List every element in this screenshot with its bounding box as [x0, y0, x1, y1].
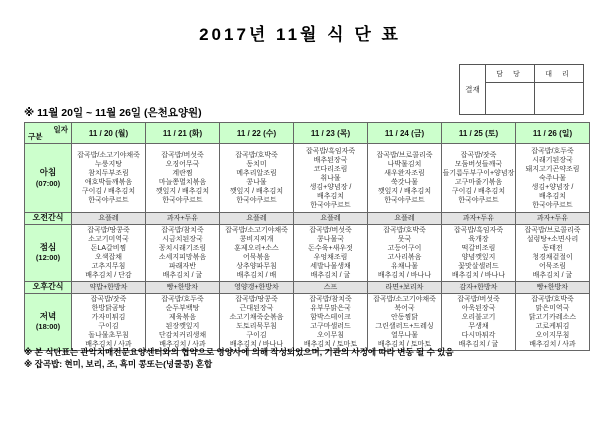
- menu-item: 뭇국: [397, 235, 412, 243]
- day-header-0: 11 / 20 (월): [72, 123, 146, 144]
- snack-cell: [220, 213, 294, 225]
- meal-cell: [516, 224, 590, 281]
- day-header-row: [25, 123, 590, 144]
- menu-item: 배추김치 / 사과: [529, 340, 576, 348]
- menu-item: 소고기미역국: [88, 235, 129, 243]
- footnotes: [24, 346, 454, 370]
- menu-item: 배추김치 / 토마토: [303, 340, 358, 348]
- menu-item: 새우완자조림: [384, 170, 425, 177]
- menu-item: 콩나물: [246, 179, 267, 186]
- menu-item: 코다리조림: [313, 165, 348, 173]
- menu-item: 배추김치 / 사과: [159, 340, 206, 348]
- menu-item: 요플레: [394, 215, 415, 223]
- menu-item: 양념깻잎지: [461, 253, 496, 261]
- menu-item: 육개장: [468, 235, 489, 243]
- menu-item: 잡곡밥/버섯죽: [161, 152, 204, 159]
- menu-item: 맑은미역국: [535, 304, 570, 312]
- meal-cell: [368, 293, 442, 350]
- menu-item: 과자+두유: [462, 215, 495, 223]
- meal-cell: [220, 293, 294, 350]
- menu-item: 어묵볶음: [242, 253, 271, 261]
- menu-item: 콩비지찌개: [239, 235, 274, 243]
- menu-item: 영양갱+한방차: [234, 284, 279, 292]
- menu-item: 잡곡밥/소고기야채죽: [225, 226, 288, 234]
- menu-item: 잡곡밥/땅콩죽: [235, 295, 278, 303]
- row-label-아침: 아침 (07:00): [25, 144, 72, 213]
- day-header-3: 11 / 23 (목): [294, 123, 368, 144]
- menu-item: 어묵조림: [538, 262, 567, 270]
- footnote-grain: ※ 잡곡밥: 현미, 보리, 조, 흑미 콩또는(넝쿨콩) 혼합: [24, 359, 213, 369]
- menu-item: 배추김치 / 귤: [310, 271, 351, 279]
- snack-cell: [72, 281, 146, 293]
- snack-cell: [72, 213, 146, 225]
- day-header-5: 11 / 25 (토): [442, 123, 516, 144]
- menu-item: 깻잎지 / 배추김치: [377, 188, 432, 195]
- menu-item: 한국야쿠르트: [532, 201, 573, 209]
- menu-table: [24, 122, 590, 351]
- menu-item: 잡곡밥/흑임자죽: [305, 147, 356, 155]
- snack-cell: [516, 281, 590, 293]
- menu-item: 고구마줄기볶음: [454, 179, 503, 186]
- menu-item: 배추김치 / 귤: [532, 271, 573, 279]
- row-label-저녁: 저녁 (18:00): [25, 293, 72, 350]
- menu-item: 메추리알조림: [236, 170, 277, 177]
- snack-cell: [220, 281, 294, 293]
- menu-item: 잡곡밥/호박죽: [383, 226, 426, 234]
- menu-item: 잡곡밥/소고기야채죽: [77, 152, 140, 159]
- menu-item: 가자미튀김: [91, 313, 126, 321]
- meal-cell: [516, 293, 590, 350]
- menu-item: 구이김 / 배추김치: [451, 188, 506, 195]
- menu-item: 잡곡밥/브로콜리죽: [376, 152, 433, 159]
- menu-item: 잡곡밥/참치죽: [309, 295, 352, 303]
- menu-item: 오리불고기: [461, 313, 496, 321]
- menu-item: 잡곡밥/호두죽: [161, 295, 204, 303]
- menu-item: 잡곡밥/버섯죽: [457, 295, 500, 303]
- menu-item: 잡곡밥/호박죽: [531, 295, 574, 303]
- meal-cell: [294, 144, 368, 213]
- day-header-2: 11 / 22 (수): [220, 123, 294, 144]
- menu-item: 고등어구이: [387, 244, 422, 252]
- menu-item: 꽃맛살샐러드: [458, 262, 499, 270]
- snack-cell: [294, 213, 368, 225]
- menu-item: 소고기채죽순볶음: [229, 313, 284, 321]
- menu-item: 돈LA갈비찜: [90, 244, 127, 252]
- menu-item: 잡곡밥/흑임자죽: [453, 226, 504, 234]
- menu-item: 누룽지탕: [94, 161, 123, 168]
- week-range-label: ※ 11월 20일 ~ 11월 26일 (은천요양원): [24, 107, 202, 119]
- menu-item: 소세지피망볶음: [158, 253, 207, 261]
- day-header-4: 11 / 24 (금): [368, 123, 442, 144]
- menu-item: 배추김치: [538, 192, 567, 200]
- menu-item: 스프: [323, 284, 338, 292]
- menu-item: 오이무침: [316, 331, 345, 339]
- meal-cell: [146, 293, 220, 350]
- menu-item: 배추김치 / 바나나: [229, 340, 284, 348]
- menu-item: 쑥갓나물: [390, 179, 419, 186]
- menu-item: 그린샐러드+드레싱: [375, 322, 434, 330]
- menu-item: 고구마샐러드: [310, 322, 351, 330]
- menu-item: 한국야쿠르트: [236, 197, 277, 204]
- approval-col-damdang: 담 당: [486, 65, 535, 83]
- menu-row-아침: [25, 144, 590, 213]
- menu-item: 잡곡밥/잣죽: [90, 295, 127, 303]
- day-header-6: 11 / 26 (일): [516, 123, 590, 144]
- menu-item: 잡곡밥/소고기야채죽: [373, 295, 436, 303]
- approval-title: 결재: [460, 65, 486, 115]
- menu-item: 근대된장국: [239, 304, 274, 312]
- meal-cell: [72, 224, 146, 281]
- menu-item: 한방닭곰탕: [91, 304, 126, 312]
- corner-label-category: 구분: [28, 132, 43, 141]
- menu-item: 배추김치 / 단감: [85, 271, 132, 279]
- menu-row-점심: [25, 224, 590, 281]
- meal-cell: [220, 224, 294, 281]
- menu-item: 고추지무침: [91, 262, 126, 270]
- menu-item: 파래자반: [168, 262, 197, 270]
- menu-item: 상추양파무침: [236, 262, 277, 270]
- menu-item: 떡갈비조림: [461, 244, 496, 252]
- menu-item: 배추김치 / 바나나: [451, 271, 506, 279]
- menu-item: 배추김치 / 토마토: [377, 340, 432, 348]
- menu-item: 잡곡밥/브로콜리죽: [524, 226, 581, 234]
- row-label-오후간식: 오후간식: [25, 281, 72, 293]
- menu-row-저녁: [25, 293, 590, 350]
- menu-item: 유채나물: [390, 262, 419, 270]
- menu-item: 오이지무침: [535, 331, 570, 339]
- approval-sign-cell-damdang: [486, 83, 535, 115]
- menu-item: 잡곡밥/호두죽: [531, 147, 574, 155]
- snack-cell: [294, 281, 368, 293]
- menu-item: 꽁치시래기조림: [158, 244, 207, 252]
- menu-item: 요플레: [98, 215, 119, 223]
- menu-row-오후간식: [25, 281, 590, 293]
- menu-item: 콩나물국: [316, 235, 345, 243]
- menu-item: 순두부백탕: [165, 304, 200, 312]
- meal-cell: [72, 144, 146, 213]
- snack-cell: [442, 213, 516, 225]
- menu-item: 애호박들깨볶음: [84, 179, 133, 186]
- menu-item: 깻잎지 / 배추김치: [155, 188, 210, 195]
- menu-item: 유부무맑은국: [310, 304, 351, 312]
- menu-item: 깻잎지 / 배추김치: [229, 188, 284, 195]
- menu-item: 훈제오리+소스: [234, 244, 279, 252]
- menu-item: 오색잡채: [94, 253, 123, 261]
- menu-item: 열무나물: [390, 331, 419, 339]
- row-label-오전간식: 오전간식: [25, 213, 72, 225]
- menu-item: 오징어무국: [165, 161, 200, 168]
- menu-item: 과자+두유: [166, 215, 199, 223]
- menu-item: 감자+한방차: [459, 284, 498, 292]
- menu-item: 잡곡밥/땅콩죽: [87, 226, 130, 234]
- menu-item: 숙주나물: [538, 174, 567, 182]
- menu-item: 세발나물생채: [310, 262, 351, 270]
- row-label-점심: 점심 (12:00): [25, 224, 72, 281]
- footnote-source: ※ 본 식단표는 관악치매전문요양센터와의 협약으로 영양사에 의해 작성되었으며, 기관의 사정에 따라 변동 될 수 있음: [24, 347, 454, 357]
- menu-item: 닭고기카레소스: [528, 313, 577, 321]
- menu-item: 라면+보리차: [385, 284, 424, 292]
- meal-cell: [294, 224, 368, 281]
- menu-item: 취나물: [320, 174, 341, 182]
- menu-item: 시금치된장국: [162, 235, 203, 243]
- menu-item: 잡곡밥/버섯죽: [309, 226, 352, 234]
- menu-row-오전간식: [25, 213, 590, 225]
- menu-item: 동치미: [246, 161, 267, 168]
- snack-cell: [516, 213, 590, 225]
- menu-item: 북어국: [394, 304, 415, 312]
- menu-item: 동태전: [542, 244, 563, 252]
- meal-cell: [368, 144, 442, 213]
- menu-item: 한국야쿠르트: [162, 197, 203, 204]
- menu-item: 제육볶음: [168, 313, 197, 321]
- menu-item: 잡곡밥/참치죽: [161, 226, 204, 234]
- meal-cell: [368, 224, 442, 281]
- menu-item: 시래기된장국: [532, 156, 573, 164]
- meal-cell: [442, 224, 516, 281]
- menu-item: 배추김치 / 배: [236, 271, 277, 279]
- menu-item: 잡곡밥/호박죽: [235, 152, 278, 159]
- menu-item: 구이김: [98, 322, 119, 330]
- menu-item: 구이김 / 배추김치: [81, 188, 136, 195]
- menu-item: 요플레: [320, 215, 341, 223]
- menu-item: 참치두부조림: [88, 170, 129, 177]
- menu-item: 배추김치: [316, 192, 345, 200]
- meal-cell: [146, 224, 220, 281]
- menu-item: 돌나물초무침: [88, 331, 129, 339]
- menu-item: 계란찜: [172, 170, 193, 177]
- meal-cell: [442, 144, 516, 213]
- meal-cell: [146, 144, 220, 213]
- menu-item: 무생채: [468, 322, 489, 330]
- approval-col-daeri: 대 리: [535, 65, 584, 83]
- corner-label-date: 일자: [53, 125, 68, 134]
- menu-item: 마늘쫑멸치볶음: [158, 179, 207, 186]
- menu-item: 안동찜닭: [390, 313, 419, 321]
- snack-cell: [146, 281, 220, 293]
- menu-item: 배추김치 / 귤: [458, 340, 499, 348]
- menu-item: 약밥+한방차: [89, 284, 128, 292]
- menu-item: 단감치커리생채: [158, 331, 207, 339]
- menu-item: 함박스테이크: [310, 313, 351, 321]
- menu-item: 청경채겉절이: [532, 253, 573, 261]
- menu-item: 아욱된장국: [461, 304, 496, 312]
- menu-item: 한국야쿠르트: [88, 197, 129, 204]
- meal-cell: [72, 293, 146, 350]
- day-header-1: 11 / 21 (화): [146, 123, 220, 144]
- menu-item: 우엉채조림: [313, 253, 348, 261]
- menu-item: 돼지고기곤약조림: [525, 165, 580, 173]
- meal-cell: [294, 293, 368, 350]
- menu-item: 잡곡밥/잣죽: [460, 152, 497, 159]
- menu-item: 고로케튀김: [535, 322, 570, 330]
- menu-item: 모둠버섯들깨국: [454, 161, 503, 168]
- menu-item: 다시마튀각: [461, 331, 496, 339]
- menu-item: 설렁탕+소면사리: [526, 235, 579, 243]
- meal-cell: [220, 144, 294, 213]
- menu-item: 구이김: [246, 331, 267, 339]
- menu-item: 배추김치 / 사과: [85, 340, 132, 348]
- menu-item: 도토리묵무침: [236, 322, 277, 330]
- menu-item: 한국야쿠르트: [384, 197, 425, 204]
- page-title: 2017년 11월 식 단 표: [199, 25, 401, 44]
- snack-cell: [442, 281, 516, 293]
- menu-item: 한국야쿠르트: [310, 201, 351, 209]
- snack-cell: [368, 281, 442, 293]
- menu-item: 돈수육+새우젓: [308, 244, 353, 252]
- menu-item: 된장깻잎지: [165, 322, 200, 330]
- menu-item: 들기름두부구이+양념장: [442, 170, 515, 177]
- menu-item: 배추김치 / 귤: [162, 271, 203, 279]
- menu-item: 요플레: [246, 215, 267, 223]
- meal-cell: [516, 144, 590, 213]
- menu-item: 나박물김치: [387, 161, 422, 168]
- menu-item: 배추된장국: [313, 156, 348, 164]
- menu-item: 과자+두유: [536, 215, 569, 223]
- snack-cell: [368, 213, 442, 225]
- menu-item: 생김+양념장 /: [309, 183, 352, 191]
- menu-item: 배추김치 / 바나나: [377, 271, 432, 279]
- menu-item: 빵+한방차: [166, 284, 199, 292]
- menu-item: 빵+한방차: [536, 284, 569, 292]
- menu-item: 생김+양념장 /: [531, 183, 574, 191]
- menu-item: 고사리볶음: [387, 253, 422, 261]
- meal-cell: [442, 293, 516, 350]
- menu-item: 한국야쿠르트: [458, 197, 499, 204]
- approval-sign-cell-daeri: [535, 83, 584, 115]
- approval-box: [459, 64, 584, 115]
- corner-cell: [25, 123, 72, 144]
- snack-cell: [146, 213, 220, 225]
